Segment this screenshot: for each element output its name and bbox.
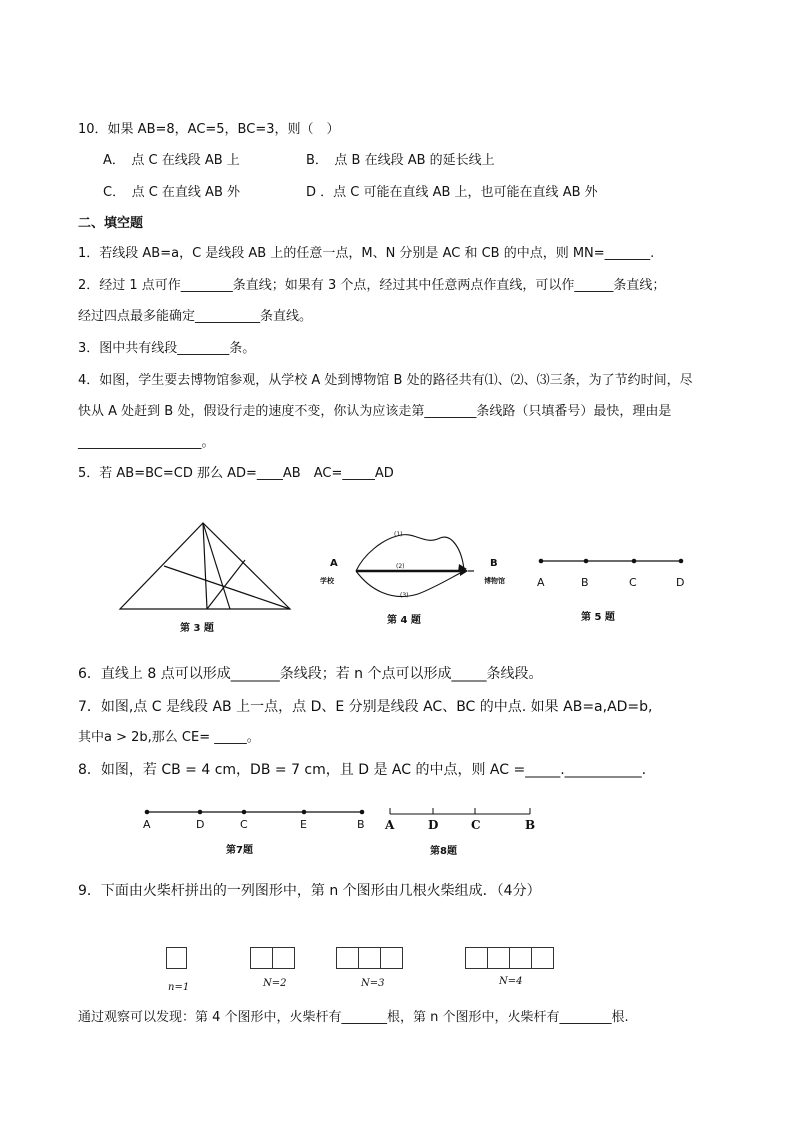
fill-q9: 9．下面由火柴杆拼出的一列图形中，第 n 个图形由几根火柴组成．（4分） [78, 883, 541, 899]
fig4-path1-label: (1) [394, 531, 403, 538]
fill-q5: 5．若 AB=BC=CD 那么 AD=____AB AC=_____AD [78, 466, 394, 481]
fig8-point-a: A [385, 818, 395, 832]
fig4-caption: 第 4 题 [387, 615, 421, 626]
fill-q8: 8．如图，若 CB = 4 cm，DB = 7 cm，且 D 是 AC 的中点，则 AC =_____.___________. [78, 762, 647, 778]
q10-option-b: B． 点 B 在线段 AB 的延长线上 [306, 153, 495, 168]
fill-q4-line3: ___________________。 [78, 435, 215, 450]
fig4-label-museum: 博物馆 [484, 577, 505, 585]
matchstick-square [509, 947, 532, 969]
fig4-label-a: A [330, 558, 338, 569]
matchstick-square [531, 947, 554, 969]
fig7-point-b: B [357, 818, 365, 831]
fig5-caption: 第 5 题 [581, 612, 615, 623]
matchstick-square [358, 947, 381, 969]
fill-q3: 3．图中共有线段________条。 [78, 341, 256, 356]
fig7-point-d: D [196, 818, 205, 831]
fig7-point-e: E [300, 818, 307, 831]
fig8-point-c: C [471, 818, 481, 832]
fill-q9-answer: 通过观察可以发现：第 4 个图形中，火柴杆有_______根，第 n 个图形中，火柴杆有________根. [78, 1010, 629, 1025]
fig5-point-b: B [581, 576, 589, 589]
fig7-point-c: C [240, 818, 248, 831]
fig7-caption: 第7题 [226, 845, 253, 856]
q10-option-d: D ．点 C 可能在直线 AB 上，也可能在直线 AB 外 [306, 185, 598, 200]
fig9-label-1: n=1 [168, 982, 190, 993]
fig9-label-2: N=2 [263, 978, 287, 989]
fig5-point-c: C [629, 576, 637, 589]
fill-q4-line1: 4．如图，学生要去博物馆参观，从学校 A 处到博物馆 B 处的路径共有⑴、⑵、⑶三条，为了节约时间，尽 [78, 373, 693, 388]
q10-option-c: C． 点 C 在直线 AB 外 [103, 185, 240, 200]
fill-q2-line1: 2．经过 1 点可作________条直线；如果有 3 个点，经过其中任意两点作直线，可以作______条直线； [78, 278, 666, 293]
fill-q7-line2: 其中a > 2b,那么 CE= _____。 [78, 730, 260, 745]
matchstick-square [487, 947, 510, 969]
matchstick-square [166, 947, 187, 969]
fig4-label-b: B [490, 558, 498, 569]
fig4-path2-label: (2) [396, 563, 405, 570]
fill-q4-line2: 快从 A 处赶到 B 处，假设行走的速度不变，你认为应该走第________条线路（只填番号）最快，理由是 [78, 404, 672, 419]
fig4-path3-label: (3) [400, 592, 409, 599]
fig8-line [385, 805, 535, 819]
fig4-label-school: 学校 [320, 577, 334, 585]
fill-q1: 1．若线段 AB=a，C 是线段 AB 上的任意一点，M、N 分别是 AC 和 CB 的中点，则 MN=_______. [78, 246, 655, 261]
fig8-caption: 第8题 [430, 846, 457, 857]
matchstick-square [380, 947, 403, 969]
fill-q2-line2: 经过四点最多能确定__________条直线。 [78, 309, 313, 324]
q10-option-a: A． 点 C 在线段 AB 上 [103, 153, 240, 168]
fig5-point-d: D [676, 576, 685, 589]
fig9-label-3: N=3 [361, 978, 385, 989]
fig5-point-a: A [537, 576, 545, 589]
fill-q7-line1: 7．如图,点 C 是线段 AB 上一点，点 D、E 分别是线段 AC、BC 的中点. 如果 AB=a,AD=b, [78, 699, 653, 715]
fig7-point-a: A [143, 818, 151, 831]
matchstick-square [250, 947, 273, 969]
fig5-line [535, 555, 695, 567]
section-title: 二、填空题 [78, 216, 144, 231]
fig9-label-4: N=4 [499, 976, 523, 987]
fig7-line [142, 806, 368, 818]
fig8-point-d: D [428, 818, 439, 832]
matchstick-square [272, 947, 295, 969]
fill-q6: 6．直线上 8 点可以形成_______条线段；若 n 个点可以形成_____条线段。 [78, 666, 543, 682]
matchstick-square [336, 947, 359, 969]
fig8-point-b: B [525, 818, 536, 832]
q10-stem: 10．如果 AB=8，AC=5，BC=3，则（ ） [78, 122, 340, 137]
fig3-triangle-diagram [110, 515, 300, 615]
matchstick-square [465, 947, 488, 969]
fig3-caption: 第 3 题 [180, 623, 214, 634]
